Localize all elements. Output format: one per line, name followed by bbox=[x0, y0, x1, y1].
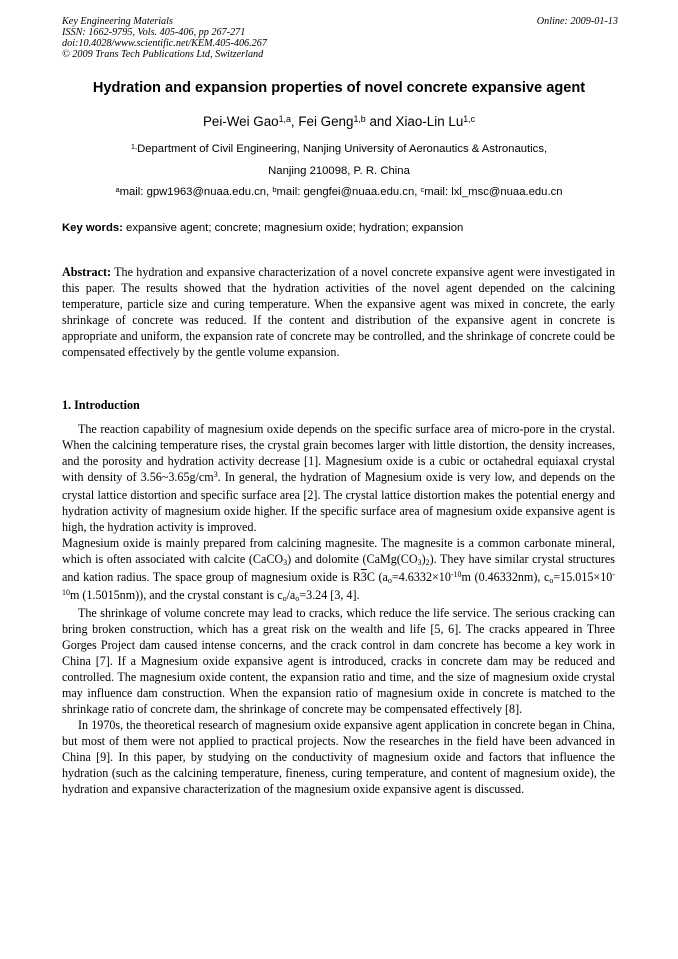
email-c: mail: lxl_msc@nuaa.edu.cn bbox=[424, 186, 563, 198]
text-run: . In general, the hydration of Magnesium oxide is very low, and depends on the crystal lattice distortion and specific surface area [2]. The crystal lattice distortion makes the potential energy and hydration activity of magnesium oxide higher. If the specific surface area of magnesium oxide expansive agent is high, the hydration activity is improved. bbox=[62, 470, 615, 534]
subscript: 3 bbox=[283, 558, 288, 568]
keywords-text: expansive agent; concrete; magnesium oxide; hydration; expansion bbox=[122, 222, 464, 234]
journal-header bbox=[62, 16, 618, 60]
email-sup: c bbox=[420, 184, 425, 194]
email-b: mail: gengfei@nuaa.edu.cn, bbox=[276, 186, 421, 198]
paper-title: Hydration and expansion properties of novel concrete expansive agent bbox=[92, 80, 586, 96]
section-heading: 1. Introduction bbox=[62, 398, 140, 412]
copyright-line: © 2009 Trans Tech Publications Ltd, Switzerland bbox=[62, 49, 264, 60]
superscript: -10 bbox=[450, 570, 462, 580]
author-separator: , bbox=[290, 114, 299, 129]
author-sup: 1,c bbox=[463, 114, 476, 125]
affiliation-line-2: Nanjing 210098, P. R. China bbox=[268, 165, 410, 177]
author-sup: 1,a bbox=[278, 114, 291, 125]
paragraph bbox=[62, 535, 615, 605]
text-run: =15.015×10 bbox=[553, 570, 613, 584]
superscript: 3 bbox=[213, 470, 218, 480]
paragraph: The shrinkage of volume concrete may lead to cracks, which reduce the life service. The serious cracking can bring broken construction, which has a great risk on the wealth and life [5, 6]. The cracks appeared in Three Gorges Project dam caused intense concerns, and the crack control in dam concrete has become a key work in China [7]. If a Magnesium oxide expansive agent is introduced, cracks in concrete dam may be reduced and controlled. The magnesium oxide content, the expansion ratio and time, and the size of magnesium oxide crystal may influence dam construction. When the expansion ratio of magnesium oxide in concrete is matched to the shrinkage ratio of concrete dam, the shrinkage of concrete may be compensated effectively [8]. bbox=[62, 606, 615, 716]
affiliation-sup: 1, bbox=[130, 141, 138, 151]
journal-name: Key Engineering Materials bbox=[62, 16, 173, 27]
issn-line: ISSN: 1662-9795, Vols. 405-406, pp 267-271 bbox=[62, 27, 246, 38]
overline-numeral: 3 bbox=[360, 570, 367, 584]
email-sup: b bbox=[272, 184, 277, 194]
author-sup: 1,b bbox=[353, 114, 366, 125]
subscript: 3 bbox=[417, 558, 422, 568]
author-name: Fei Geng bbox=[298, 114, 354, 129]
online-date: Online: 2009-01-13 bbox=[536, 16, 618, 27]
subscript: 2 bbox=[425, 558, 430, 568]
email-sup: a bbox=[115, 184, 120, 194]
email-line bbox=[40, 186, 638, 198]
introduction-body bbox=[62, 421, 615, 797]
author-list bbox=[40, 114, 638, 129]
text-run: /a bbox=[286, 588, 296, 602]
text-run: ) and dolomite (CaMg(CO bbox=[287, 552, 418, 566]
paragraph bbox=[62, 421, 615, 535]
doi-line: doi:10.4028/www.scientific.net/KEM.405-406.267 bbox=[62, 38, 267, 49]
abstract-text: The hydration and expansive characterization of a novel concrete expansive agent were investigated in this paper. The results showed that the hydration activities of the novel agent depended on the calcining temperature, particle size and curing temperature. When the expansive agent was mixed in concrete, the early shrinkage of concrete was reduced. If the content and distribution of the expansive agent in concrete is appropriate and uniform, the expansion rate of concrete may be controlled, and the shrinkage of concrete could be compensated effectively by the gentle volume expansion. bbox=[62, 265, 615, 359]
superscript: -10 bbox=[62, 570, 615, 598]
author-name: Pei-Wei Gao bbox=[202, 114, 279, 129]
text-run: ). They have similar crystal structures and kation radius. The space group of magnesium oxide is R bbox=[62, 552, 615, 584]
email-a: mail: gpw1963@nuaa.edu.cn, bbox=[119, 186, 273, 198]
text-run: The reaction capability of magnesium oxide depends on the specific surface area of micro-pore in the crystal. When the calcining temperature rises, the crystal grain becomes larger with little distortion, the density increases, and the porosity and hydration activity decrease [1]. Magnesium oxide is a cubic or octahedral equiaxal crystal with density of 3.56~3.65g/cm bbox=[62, 422, 615, 484]
subscript: o bbox=[295, 594, 300, 604]
author-name: Xiao-Lin Lu bbox=[395, 114, 464, 129]
author-separator: and bbox=[365, 114, 396, 129]
affiliation-line-1 bbox=[40, 143, 638, 155]
keywords bbox=[62, 222, 618, 234]
subscript: o bbox=[282, 594, 287, 604]
abstract bbox=[62, 264, 615, 360]
subscript: o bbox=[387, 576, 392, 586]
text-run: m (0.46332nm), c bbox=[461, 570, 550, 584]
keywords-label: Key words: bbox=[62, 222, 123, 234]
text-run: m (1.5015nm)), and the crystal constant is c bbox=[69, 588, 283, 602]
text-run: Magnesium oxide is mainly prepared from calcining magnesite. The magnesite is a common carbonate mineral, which is often associated with calcite (CaCO bbox=[62, 536, 615, 566]
text-run: =4.6332×10 bbox=[391, 570, 451, 584]
paragraph: In 1970s, the theoretical research of magnesium oxide expansive agent application in concrete began in China, but most of them were not applied to practical projects. Now the researches in the field have been advanced in China [9]. In this paper, by studying on the conductivity of magnesium oxide and factors that influence the hydration (such as the calcining temperature, fineness, curing temperature, and content of magnesium oxide), the hydration and expansive characterization of the magnesium oxide expansive agent is discussed. bbox=[62, 718, 615, 796]
text-run: =3.24 [3, 4]. bbox=[299, 588, 360, 602]
text-run: ) bbox=[421, 552, 426, 566]
affiliation-text: Department of Civil Engineering, Nanjing University of Aeronautics & Astronautics, bbox=[137, 143, 548, 155]
abstract-label: Abstract: bbox=[62, 265, 112, 279]
text-run: C (a bbox=[366, 570, 388, 584]
subscript: o bbox=[549, 576, 554, 586]
